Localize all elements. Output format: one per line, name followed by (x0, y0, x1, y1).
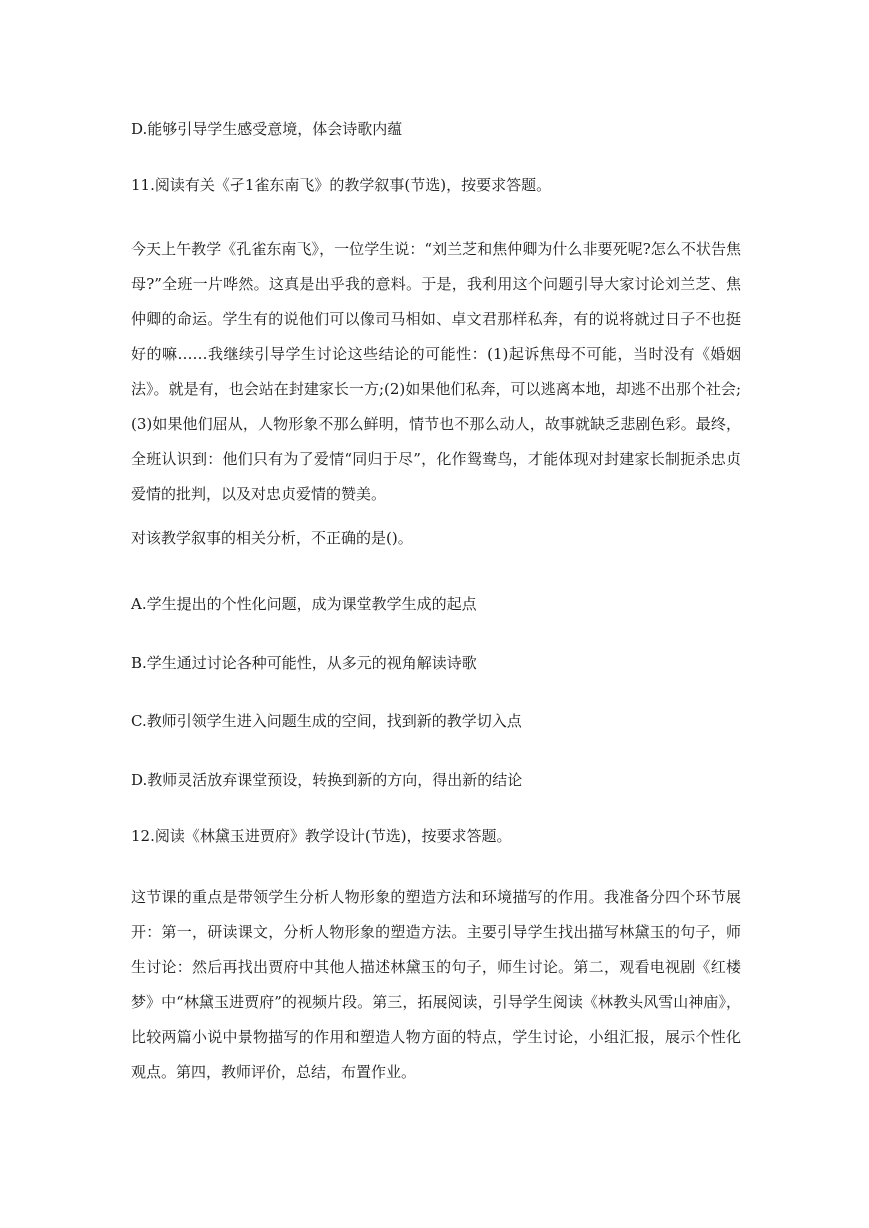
q12-stem: 12.阅读《林黛玉进贾府》教学设计(节选)，按要求答题。 (131, 827, 512, 845)
q11-option-d: D.教师灵活放弃课堂预设，转换到新的方向，得出新的结论 (131, 771, 523, 789)
q11-stem: 11.阅读有关《孑1雀东南飞》的教学叙事(节选)，按要求答题。 (131, 176, 552, 194)
q11-option-c: C.教师引领学生进入问题生成的空间，找到新的教学切入点 (131, 712, 522, 730)
q10-option-d: D.能够引导学生感受意境，体会诗歌内蕴 (131, 120, 403, 138)
q11-option-b: B.学生通过讨论各种可能性，从多元的视角解读诗歌 (131, 654, 477, 672)
q11-option-a: A.学生提出的个性化问题，成为课堂教学生成的起点 (131, 595, 477, 613)
q12-passage: 这节课的重点是带领学生分析人物形象的塑造方法和环境描写的作用。我准备分四个环节展开：第一，研读课文，分析人物形象的塑造方法。主要引导学生找出描写林黛玉的句子，师生讨论：然后再找出贾府中其他人描述林黛玉的句子，师生讨论。第二，观看电视剧《红楼梦》中“林黛玉进贾府”的视频片段。第三，拓展阅读，引导学生阅读《林教头风雪山神庙》，比较两篇小说中景物描写的作用和塑造人物方面的特点，学生讨论，小组汇报，展示个性化观点。第四，教师评价，总结，布置作业。 (131, 888, 741, 1081)
q11-passage: 今天上午教学《孔雀东南飞》，一位学生说：“刘兰芝和焦仲卿为什么非要死呢?怎么不状告焦母?”全班一片哗然。这真是出乎我的意料。于是，我利用这个问题引导大家讨论刘兰芝、焦仲卿的命运。学生有的说他们可以像司马相如、卓文君那样私奔，有的说将就过日子不也挺好的嘛……我继续引导学生讨论这些结论的可能性：(1)起诉焦母不可能，当时没有《婚姻法》。就是有，也会站在封建家长一方;(2)如果他们私奔，可以逃离本地，却逃不出那个社会;(3)如果他们屈从，人物形象不那么鲜明，情节也不那么动人，故事就缺乏悲剧色彩。最终，全班认识到：他们只有为了爱情“同归于尽”，化作鸳鸯鸟，才能体现对封建家长制扼杀忠贞爱情的批判，以及对忠贞爱情的赞美。 (131, 240, 741, 503)
q11-question: 对该教学叙事的相关分析，不正确的是()。 (131, 529, 413, 547)
